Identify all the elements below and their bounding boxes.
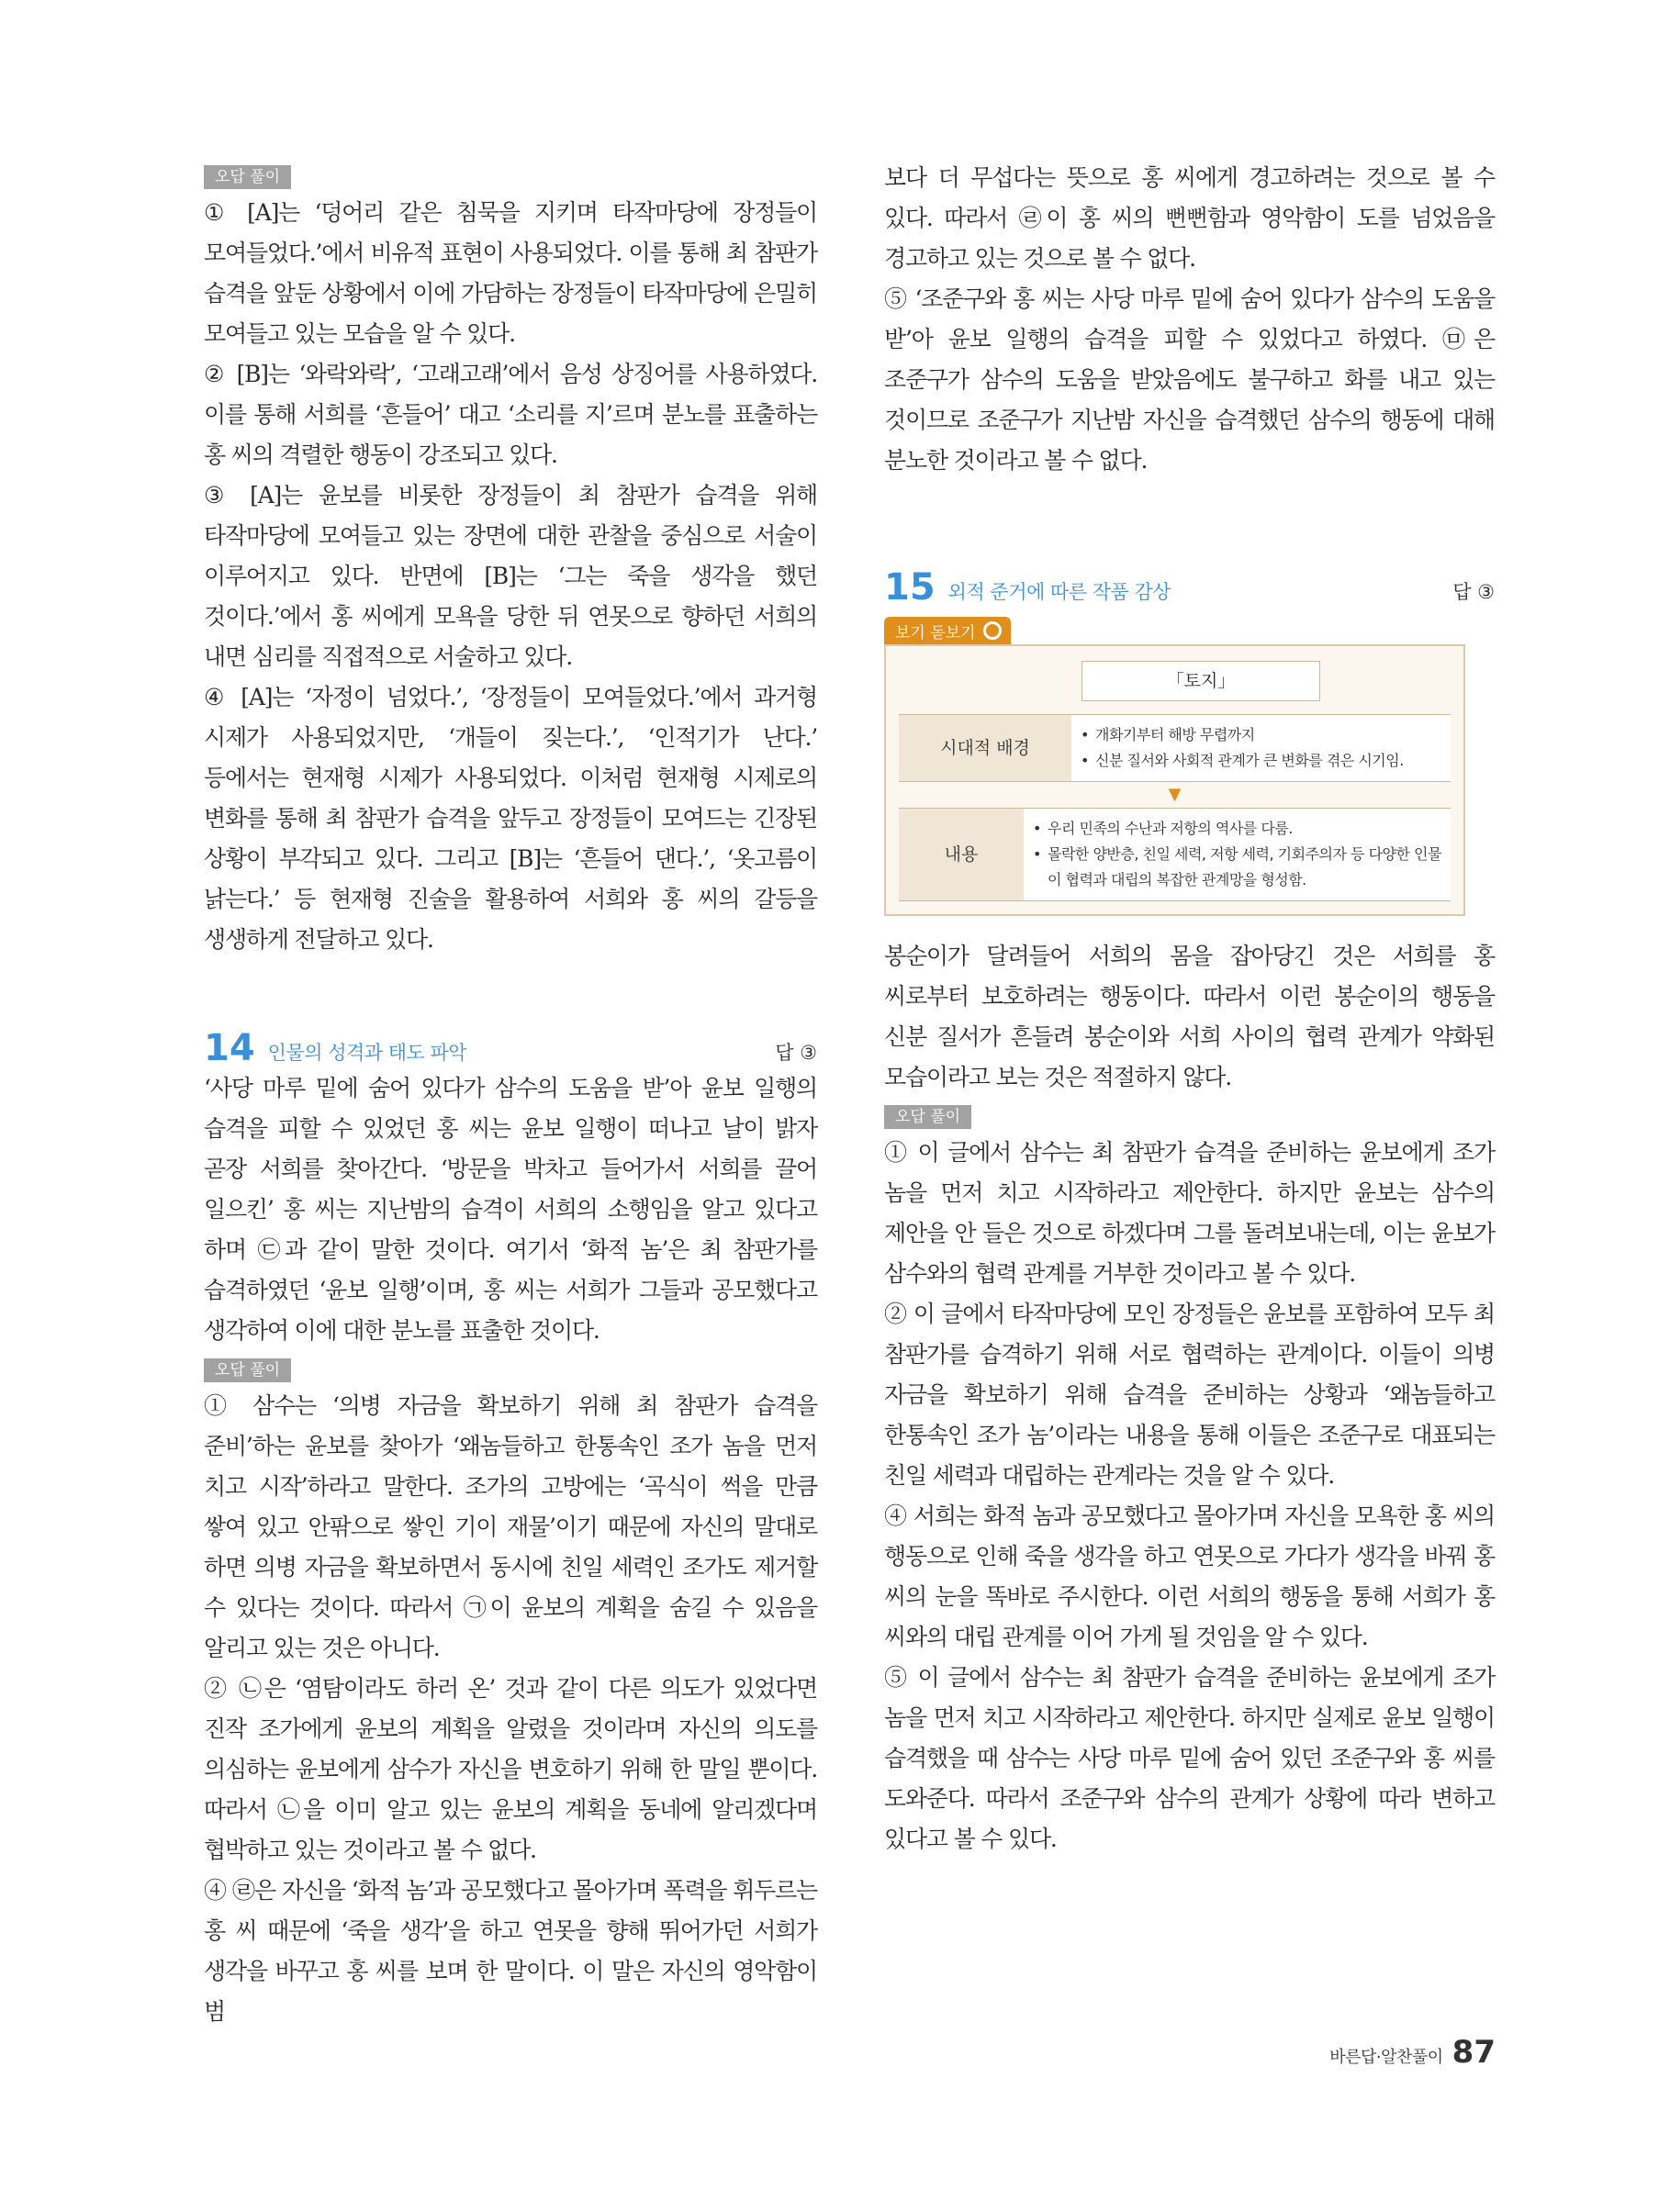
wrong-answer-tag: 오답 풀이 [884,1105,971,1129]
down-arrow-icon: ▼ [1168,785,1182,804]
wrong-answer-tag: 오답 풀이 [204,1358,291,1382]
bogi-content [884,644,1465,916]
bogi-title: 「토지」 [1082,661,1320,701]
question-number: 15 [884,566,936,609]
bogi-item: • 개화기부터 해방 무렵까지 [1081,726,1255,743]
bogi-row-label: 시대적 배경 [899,715,1071,781]
explanation-paragraph: ④ 서희는 화적 놈과 공모했다고 몰아가며 자신을 모욕한 홍 씨의 행동으로 인해 죽을 생각을 하고 연못으로 가다가 생각을 바꿔 홍 씨의 눈을 똑바로 주시한다. 이런 서희의 행동을 통해 서희가 홍 씨와의 대립 관계를 이어 가게 될 것임을 알 수 있다. [884,1503,1495,1650]
page-footer [1329,2034,1496,2071]
explanation-paragraph: ⑤ 이 글에서 삼수는 최 참판가 습격을 준비하는 윤보에게 조가 놈을 먼저 치고 시작하라고 제안한다. 하지만 실제로 윤보 일행이 습격했을 때 삼수는 사당 마루 밑에 숨어 있던 조준구와 홍 씨를 도와준다. 따라서 조준구와 삼수의 관계가 상황에 따라 변하고 있다고 볼 수 있다. [884,1664,1495,1852]
explanation-paragraph: 보다 더 무섭다는 뜻으로 홍 씨에게 경고하려는 것으로 볼 수 있다. 따라서 ㉣이 홍 씨의 뻔뻔함과 영악함이 도를 넘었음을 경고하고 있는 것으로 볼 수 없다. [884,164,1495,272]
explanation-paragraph: ② [B]는 ‘와락와락’, ‘고래고래’에서 음성 상징어를 사용하였다. 이를 통해 서희를 ‘흔들어’ 대고 ‘소리를 지’르며 분노를 표출하는 홍 씨의 격렬한 행동이 강조되고 있다. [204,361,817,468]
bogi-item: • 몰락한 양반층, 친일 세력, 저항 세력, 기회주의자 등 다양한 인물이 협력과 대립의 복잡한 관계망을 형성함. [1033,845,1441,888]
bogi-tab-label: 보기 돋보기 [895,623,976,642]
question-number: 14 [204,1027,255,1069]
explanation-paragraph: ④ ㉣은 자신을 ‘화적 놈’과 공모했다고 몰아가며 폭력을 휘두르는 홍 씨 때문에 ‘죽을 생각’을 하고 연못을 향해 뛰어가던 서희가 생각을 바꾸고 홍 씨를 보며 한 말이다. 이 말은 자신의 영악함이 범 [204,1877,817,2025]
wrong-answer-tag: 오답 풀이 [204,165,291,189]
explanation-paragraph: ① 이 글에서 삼수는 최 참판가 습격을 준비하는 윤보에게 조가 놈을 먼저 치고 시작하라고 제안한다. 하지만 윤보는 삼수의 제안을 안 들은 것으로 하겠다며 그를 돌려보내는데, 이는 윤보가 삼수와의 협력 관계를 거부한 것이라고 볼 수 있다. [884,1139,1495,1287]
question-title: 외적 준거에 따른 작품 감상 [947,581,1171,603]
question-title: 인물의 성격과 태도 파악 [267,1042,467,1064]
question-body: ‘사당 마루 밑에 숨어 있다가 삼수의 도움을 받’아 윤보 일행의 습격을 피할 수 있었던 홍 씨는 윤보 일행이 떠나고 날이 밝자 곧장 서희를 찾아간다. ‘방문을 박차고 들어가서 서희를 끌어 일으킨’ 홍 씨는 지난밤의 습격이 서희의 소행임을 알고 있다고 하며 ㉢과 같이 말한 것이다. 여기서 ‘화적 놈’은 최 참판가를 습격하였던 ‘윤보 일행’이며, 홍 씨는 서희가 그들과 공모했다고 생각하여 이에 대한 분노를 표출한 것이다. [204,1075,817,1344]
bogi-row-content [1024,809,1451,900]
bogi-box [884,617,1495,916]
question-14-header [204,1024,817,1068]
explanation-paragraph: ③ [A]는 윤보를 비롯한 장정들이 최 참판가 습격을 위해 타작마당에 모여들고 있는 장면에 대한 관찰을 중심으로 서술이 이루어지고 있다. 반면에 [B]는 ‘그는 죽을 생각을 했던 것이다.’에서 홍 씨에게 모욕을 당한 뒤 연못으로 향하던 서희의 내면 심리를 직접적으로 서술하고 있다. [204,482,817,670]
bogi-row-label: 내용 [899,809,1024,900]
bogi-item: • 우리 민족의 수난과 저항의 역사를 다룸. [1033,820,1293,837]
left-column [204,158,817,2032]
question-body: 봉순이가 달려들어 서희의 몸을 잡아당긴 것은 서희를 홍 씨로부터 보호하려는 행동이다. 따라서 이런 봉순이의 행동을 신분 질서가 흔들려 봉순이와 서희 사이의 협력 관계가 약화된 모습이라고 보는 것은 적절하지 않다. [884,943,1495,1090]
magnifier-icon [983,621,1002,640]
explanation-paragraph: ② 이 글에서 타작마당에 모인 장정들은 윤보를 포함하여 모두 최 참판가를 습격하기 위해 서로 협력하는 관계이다. 이들이 의병 자금을 확보하기 위해 습격을 준비하는 상황과 ‘왜놈들하고 한통속인 조가 놈’이라는 내용을 통해 이들은 조준구로 대표되는 친일 세력과 대립하는 관계라는 것을 알 수 있다. [884,1301,1495,1489]
bogi-row [899,714,1451,782]
page-number: 87 [1451,2034,1496,2071]
bogi-row [899,808,1451,901]
explanation-paragraph: ① [A]는 ‘덩어리 같은 침묵을 지키며 타작마당에 장정들이 모여들었다.’에서 비유적 표현이 사용되었다. 이를 통해 최 참판가 습격을 앞둔 상황에서 이에 가담하는 장정들이 타작마당에 은밀히 모여들고 있는 모습을 알 수 있다. [204,199,817,347]
bogi-item: • 신분 질서와 사회적 관계가 큰 변화를 겪은 시기임. [1081,752,1404,769]
footer-text: 바른답·알찬풀이 [1329,2048,1443,2067]
bogi-row-content [1071,715,1451,781]
answer-label: 답 ③ [775,1042,817,1064]
right-column [884,158,1495,1860]
explanation-paragraph: ⑤ ‘조준구와 홍 씨는 사당 마루 밑에 숨어 있다가 삼수의 도움을 받’아 윤보 일행의 습격을 피할 수 있었다고 하였다. ㉤은 조준구가 삼수의 도움을 받았음에도 불구하고 화를 내고 있는 것이므로 조준구가 지난밤 자신을 습격했던 삼수의 행동에 대해 분노한 것이라고 볼 수 없다. [884,285,1495,474]
question-15-header [884,564,1495,608]
explanation-paragraph: ② ㉡은 ‘염탐이라도 하러 온’ 것과 같이 다른 의도가 있었다면 진작 조가에게 윤보의 계획을 알렸을 것이라며 자신의 의도를 의심하는 윤보에게 삼수가 자신을 변호하기 위해 한 말일 뿐이다. 따라서 ㉡을 이미 알고 있는 윤보의 계획을 동네에 알리겠다며 협박하고 있는 것이라고 볼 수 없다. [204,1675,817,1863]
explanation-paragraph: ④ [A]는 ‘자정이 넘었다.’, ‘장정들이 모여들었다.’에서 과거형 시제가 사용되었지만, ‘개들이 짖는다.’, ‘인적기가 난다.’ 등에서는 현재형 시제가 사용되었다. 이처럼 현재형 시제로의 변화를 통해 최 참판가 습격을 앞두고 장정들이 모여드는 긴장된 상황이 부각되고 있다. 그리고 [B]는 ‘흔들어 댄다.’, ‘옷고름이 낡는다.’ 등 현재형 진술을 활용하여 서희와 홍 씨의 갈등을 생생하게 전달하고 있다. [204,684,817,953]
answer-label: 답 ③ [1452,581,1495,603]
explanation-paragraph: ① 삼수는 ‘의병 자금을 확보하기 위해 최 참판가 습격을 준비’하는 윤보를 찾아가 ‘왜놈들하고 한통속인 조가 놈을 먼저 치고 시작’하라고 말한다. 조가의 고방에는 ‘곡식이 썩을 만큼 쌓여 있고 안팎으로 쌓인 기이 재물’이기 때문에 자신의 말대로 하면 의병 자금을 확보하면서 동시에 친일 세력인 조가도 제거할 수 있다는 것이다. 따라서 ㉠이 윤보의 계획을 숨길 수 있음을 알리고 있는 것은 아니다. [204,1392,817,1661]
bogi-tab [884,617,1011,644]
